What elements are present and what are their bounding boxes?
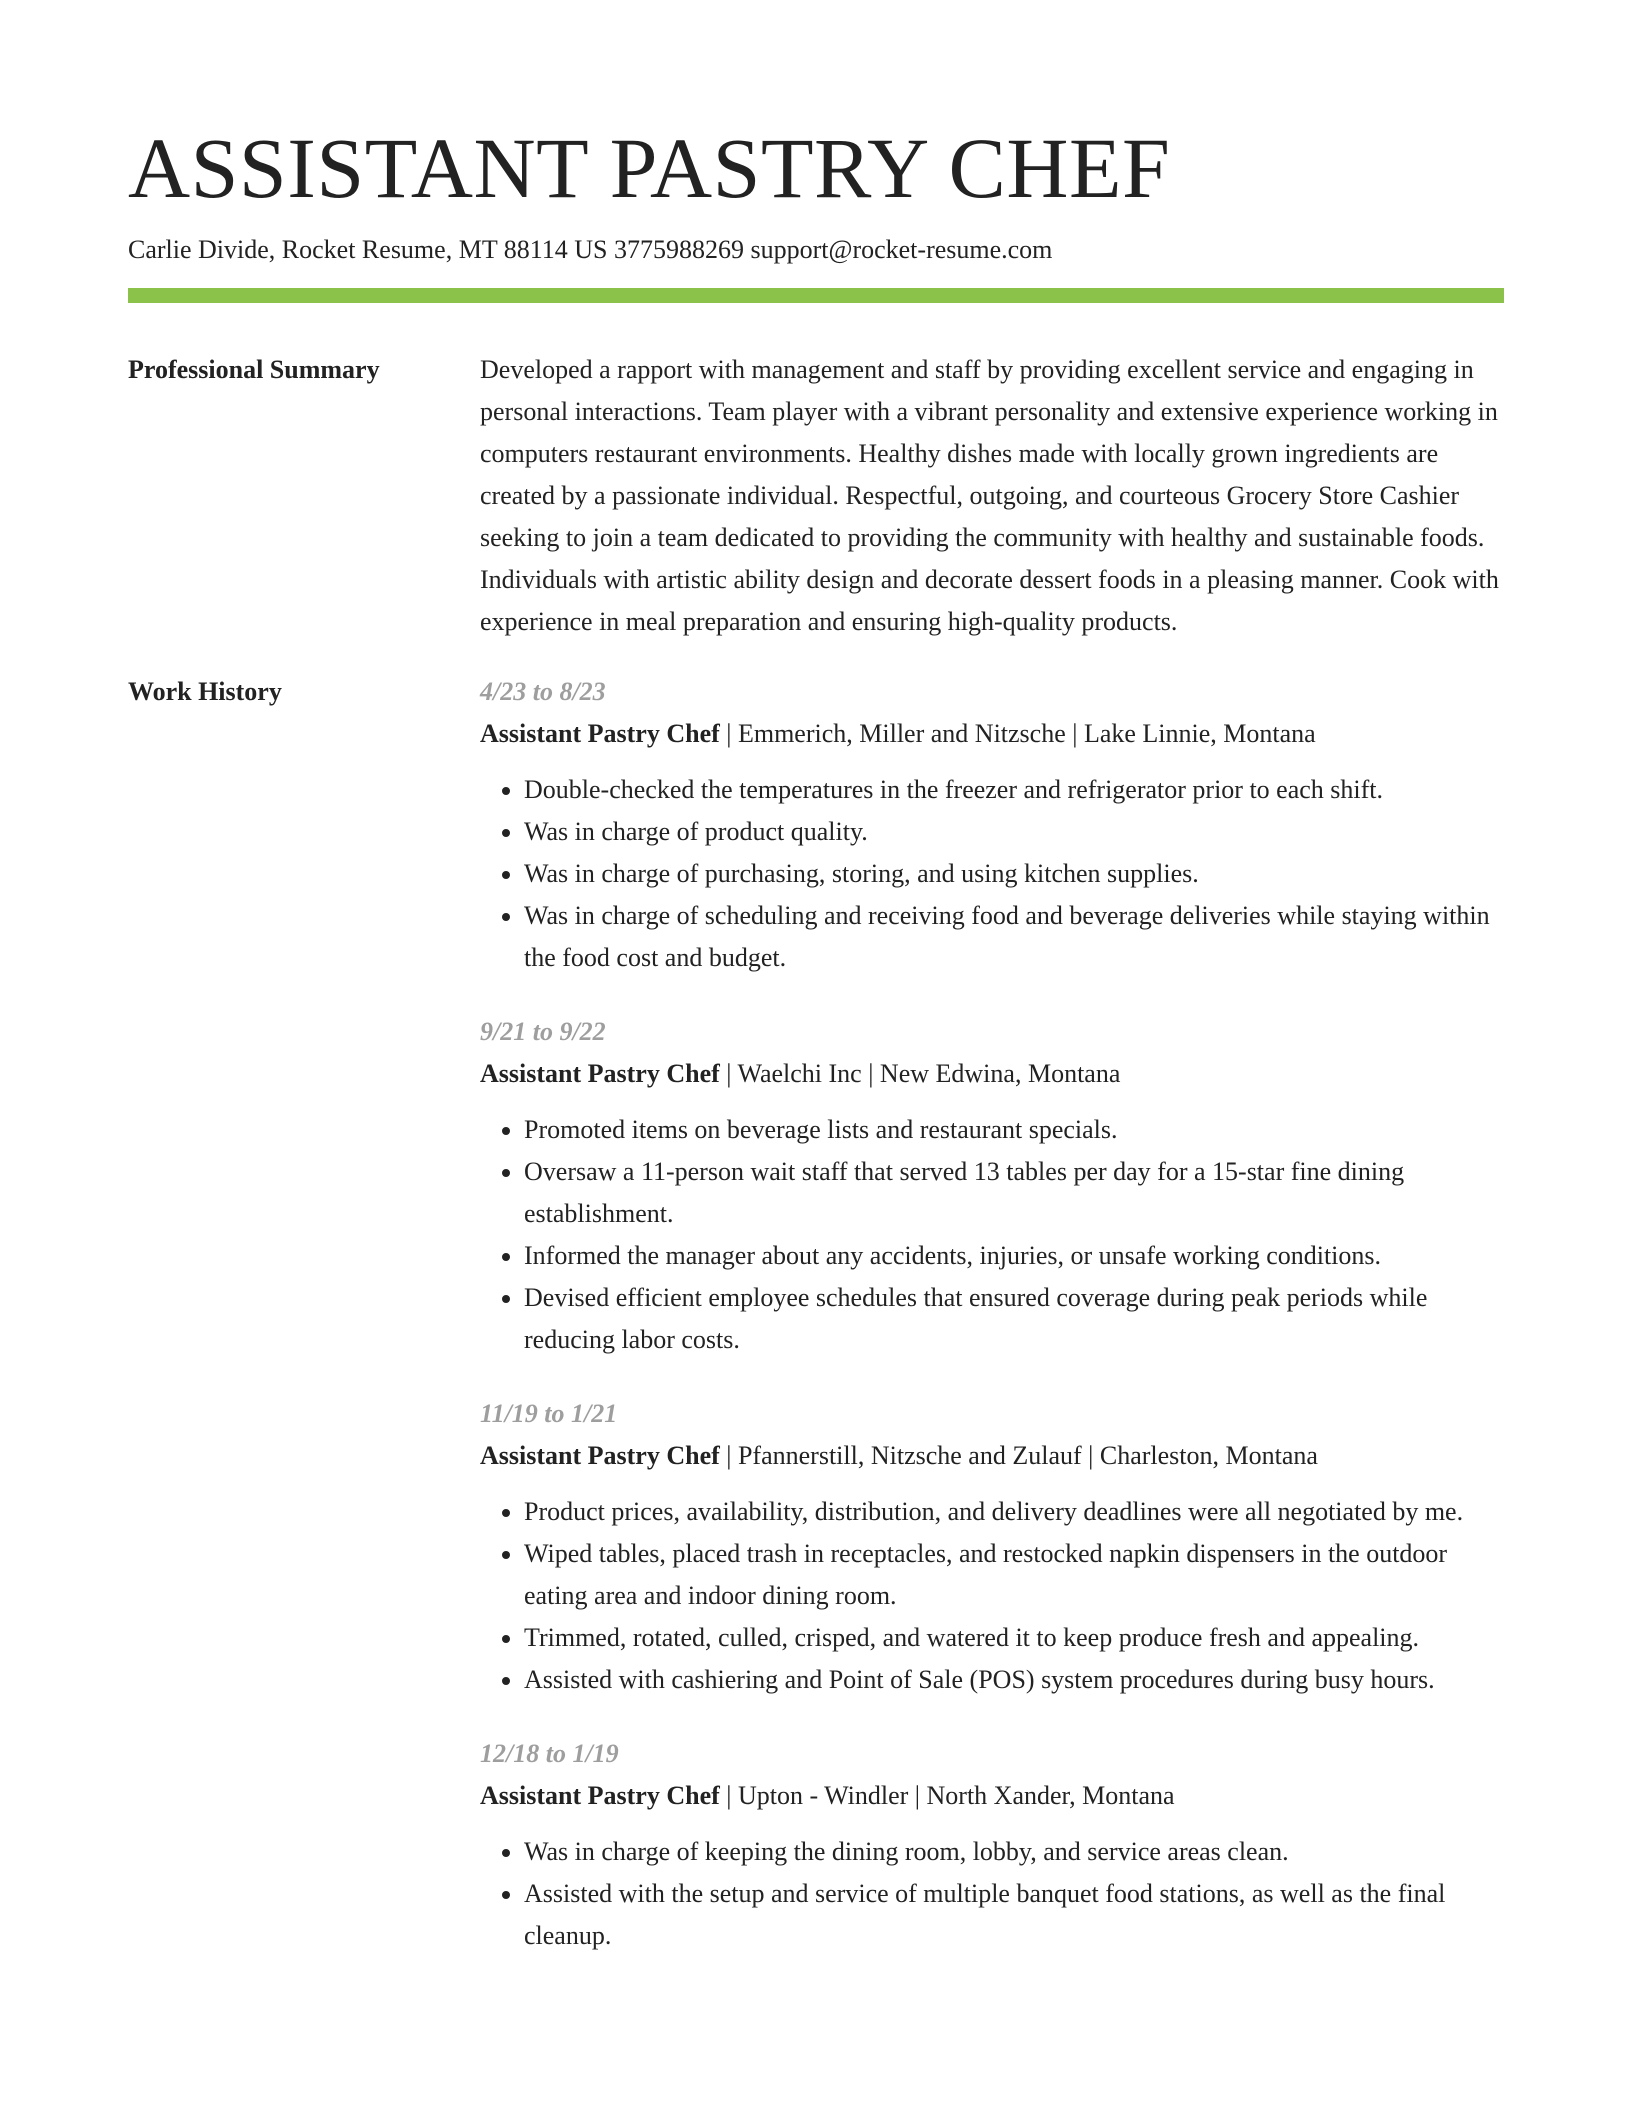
job-bullet: • Trimmed, rotated, culled, crisped, and watered it to keep produce fresh and appealing. [524,1617,1504,1659]
accent-divider [128,288,1504,303]
job-entry [480,1733,1504,1957]
job-dates: 12/18 to 1/19 [480,1739,619,1768]
contact-line: Carlie Divide, Rocket Resume, MT 88114 US 3775988269 support@rocket-resume.com [128,235,1053,264]
job-bullets [480,769,1504,979]
job-bullet: • Product prices, availability, distribution, and delivery deadlines were all negotiated by me. [524,1491,1504,1533]
job-bullets [480,1109,1504,1361]
job-bullet: • Oversaw a 11-person wait staff that served 13 tables per day for a 15-star fine dining establishment. [524,1151,1504,1235]
job-dates: 11/19 to 1/21 [480,1399,618,1428]
job-bullet: • Was in charge of purchasing, storing, and using kitchen supplies. [524,853,1504,895]
work-history-section [128,671,1504,1957]
job-details: | Upton - Windler | North Xander, Montana [719,1781,1175,1810]
job-bullet: • Assisted with the setup and service of multiple banquet food stations, as well as the final cleanup. [524,1873,1504,1957]
job-heading [480,1775,1504,1817]
job-bullets [480,1831,1504,1957]
job-bullet: • Wiped tables, placed trash in receptacles, and restocked napkin dispensers in the outdoor eating area and indoor dining room. [524,1533,1504,1617]
work-history-heading: Work History [128,677,282,706]
summary-text: Developed a rapport with management and staff by providing excellent service and engaging in personal interactions. Team player with a vibrant personality and extensive experience working in computers restaurant environments. Healthy dishes made with locally grown ingredients are created by a passionate individual. Respectful, outgoing, and courteous Grocery Store Cashier seeking to join a team dedicated to providing the community with healthy and sustainable foods. Individuals with artistic ability design and decorate dessert foods in a pleasing manner. Cook with experience in meal preparation and ensuring high-quality products. [480,355,1499,636]
job-bullet: • Double-checked the temperatures in the freezer and refrigerator prior to each shift. [524,769,1504,811]
job-bullet: • Informed the manager about any accidents, injuries, or unsafe working conditions. [524,1235,1504,1277]
summary-section [128,349,1504,643]
job-title: Assistant Pastry Chef [480,719,720,748]
resume-page [128,118,1504,1957]
job-bullet: • Assisted with cashiering and Point of Sale (POS) system procedures during busy hours. [524,1659,1504,1701]
job-entry [480,1393,1504,1701]
summary-body [480,349,1504,643]
resume-title: ASSISTANT PASTRY CHEF [128,120,1171,216]
job-bullet: • Devised efficient employee schedules that ensured coverage during peak periods while reducing labor costs. [524,1277,1504,1361]
job-bullet: • Was in charge of keeping the dining room, lobby, and service areas clean. [524,1831,1504,1873]
job-dates: 9/21 to 9/22 [480,1017,606,1046]
job-bullet: • Promoted items on beverage lists and restaurant specials. [524,1109,1504,1151]
job-heading [480,713,1504,755]
work-history-body [480,671,1504,1957]
job-entry [480,671,1504,979]
job-bullets [480,1491,1504,1701]
job-bullet: • Was in charge of scheduling and receiving food and beverage deliveries while staying within the food cost and budget. [524,895,1504,979]
job-details: | Pfannerstill, Nitzsche and Zulauf | Charleston, Montana [719,1441,1318,1470]
job-title: Assistant Pastry Chef [480,1441,720,1470]
job-title: Assistant Pastry Chef [480,1781,720,1810]
summary-heading: Professional Summary [128,355,380,384]
job-heading [480,1435,1504,1477]
job-details: | Waelchi Inc | New Edwina, Montana [719,1059,1121,1088]
job-details: | Emmerich, Miller and Nitzsche | Lake Linnie, Montana [719,719,1316,748]
job-title: Assistant Pastry Chef [480,1059,720,1088]
job-entry [480,1011,1504,1361]
job-dates: 4/23 to 8/23 [480,677,606,706]
job-heading [480,1053,1504,1095]
job-bullet: • Was in charge of product quality. [524,811,1504,853]
